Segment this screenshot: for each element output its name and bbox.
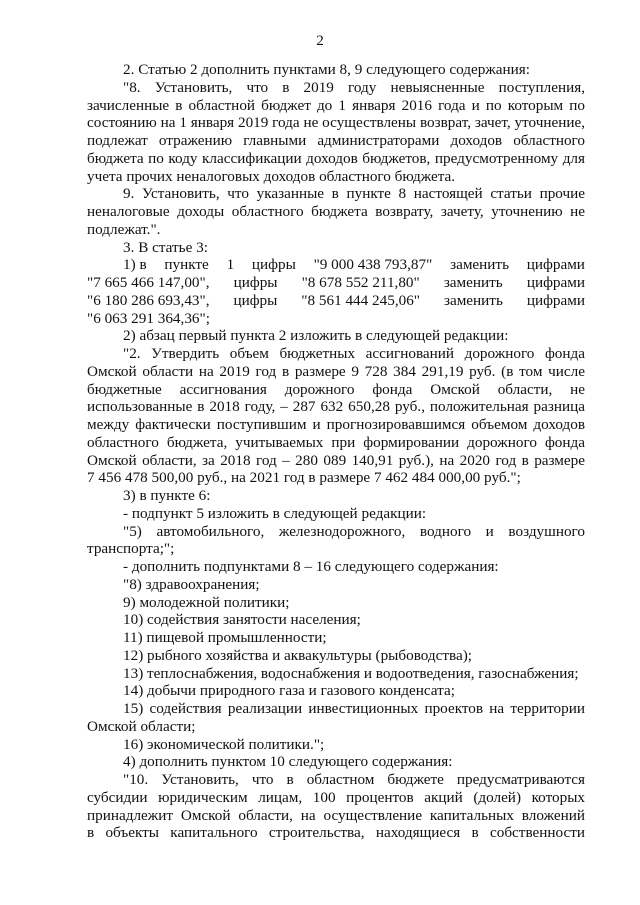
amount-cell: "8 678 552 211,80" [301, 274, 420, 291]
amount-cell: "6 180 286 693,43", [87, 291, 210, 309]
text-line: учета прочих неналоговых доходов областного бюджета. [87, 167, 456, 185]
text-line: 2. Статью 2 дополнить пунктами 8, 9 следующего содержания: [123, 61, 530, 78]
text-line: 12) рыбного хозяйства и аквакультуры (рыбоводства); [123, 646, 473, 664]
amount-cell: 1) в [123, 256, 147, 274]
text-line: в объекты капитального строительства, находящиеся в собственности [87, 824, 585, 842]
amount-cell: цифрами [526, 274, 585, 291]
text-line: 3) в пункте 6: [123, 487, 211, 504]
amount-cell: цифрами [526, 291, 585, 309]
amount-cell: цифры [233, 291, 278, 309]
amount-cell: "8 561 444 245,06" [301, 291, 421, 309]
text-line: "5) автомобильного, железнодорожного, водного и воздушного [123, 522, 585, 540]
text-line: неналоговые доходы областного бюджета возврату, зачету, уточнению не [87, 203, 585, 220]
amount-cell: 1 [226, 256, 235, 274]
text-line: Омской области на 2019 год в размере 9 728 384 291,19 руб. (в том числе [87, 362, 585, 380]
text-line: зачисленные в областной бюджет до 1 января 2016 года и по которым по [87, 96, 585, 114]
text-line: "6 063 291 364,36"; [87, 309, 210, 327]
text-line: 2) абзац первый пункта 2 изложить в следующей редакции: [123, 327, 509, 345]
text-line: использованные в 2018 году, – 287 632 650,28 руб., положительная разница [87, 398, 585, 416]
amount-row [87, 274, 585, 292]
amount-cell: "9 000 438 793,87" [313, 256, 433, 274]
text-line: 16) экономической политики."; [123, 735, 325, 753]
text-line: 9) молодежной политики; [123, 593, 290, 611]
text-line: бюджета по коду классификации доходов бюджетов, предусмотренному для [87, 149, 585, 167]
text-line: подлежат отражению главными администраторами доходов областного [87, 132, 585, 149]
text-line: 13) теплоснабжения, водоснабжения и водоотведения, газоснабжения; [123, 664, 579, 682]
amount-cell: цифры [233, 274, 278, 291]
amount-row [87, 292, 585, 310]
text-line: субсидии юридическим лицам, 100 процентов акций (долей) которых [87, 788, 585, 806]
text-line: 11) пищевой промышленности; [123, 629, 327, 646]
text-line: 14) добычи природного газа и газового конденсата; [123, 682, 455, 700]
text-line: - дополнить подпунктами 8 – 16 следующего содержания: [123, 558, 499, 575]
text-line: 15) содействия реализации инвестиционных проектов на территории [123, 700, 585, 717]
document-body [87, 61, 585, 842]
text-line: бюджетные ассигнования дорожного фонда Омской области, не [87, 380, 585, 398]
text-line: - подпункт 5 изложить в следующей редакции: [123, 504, 427, 522]
page-number: 2 [316, 32, 324, 49]
text-line: 4) дополнить пунктом 10 следующего содержания: [123, 753, 453, 771]
text-line: "8. Установить, что в 2019 году невыясненные поступления, [123, 78, 585, 96]
text-line: Омской области; [87, 717, 196, 735]
amount-cell: пункте [164, 256, 209, 274]
text-line: подлежат.". [87, 220, 161, 238]
amount-cell: "7 665 466 147,00", [87, 274, 210, 291]
text-line: транспорта;"; [87, 540, 175, 558]
text-line: "10. Установить, что в областном бюджете предусматриваются [123, 771, 585, 788]
amount-row [87, 256, 585, 274]
text-line: областного бюджета, учитываемых при формировании дорожного фонда [87, 433, 585, 451]
amount-cell: заменить [450, 256, 509, 274]
text-line: "8) здравоохранения; [123, 575, 260, 593]
text-line: 3. В статье 3: [123, 238, 208, 256]
text-line: принадлежит Омской области, на осуществление капитальных вложений [87, 806, 585, 824]
text-line: 9. Установить, что указанные в пункте 8 настоящей статьи прочие [123, 185, 585, 203]
amount-cell: цифры [251, 256, 296, 274]
text-line: состоянию на 1 января 2019 года не осуществлены возврат, зачет, уточнение, [87, 114, 585, 132]
amount-cell: заменить [443, 291, 503, 309]
text-line: Омской области, за 2018 год – 280 089 140,91 руб.), на 2020 год в размере [87, 451, 585, 469]
text-line: 7 456 478 500,00 руб., на 2021 год в размере 7 462 484 000,00 руб."; [87, 469, 521, 487]
text-line: "2. Утвердить объем бюджетных ассигнований дорожного фонда [123, 345, 585, 362]
text-line: 10) содействия занятости населения; [123, 611, 361, 629]
amount-cell: цифрами [526, 256, 585, 274]
text-line: между фактически поступившим и прогнозировавшимся объемом доходов [87, 416, 585, 433]
amount-cell: заменить [443, 274, 503, 291]
